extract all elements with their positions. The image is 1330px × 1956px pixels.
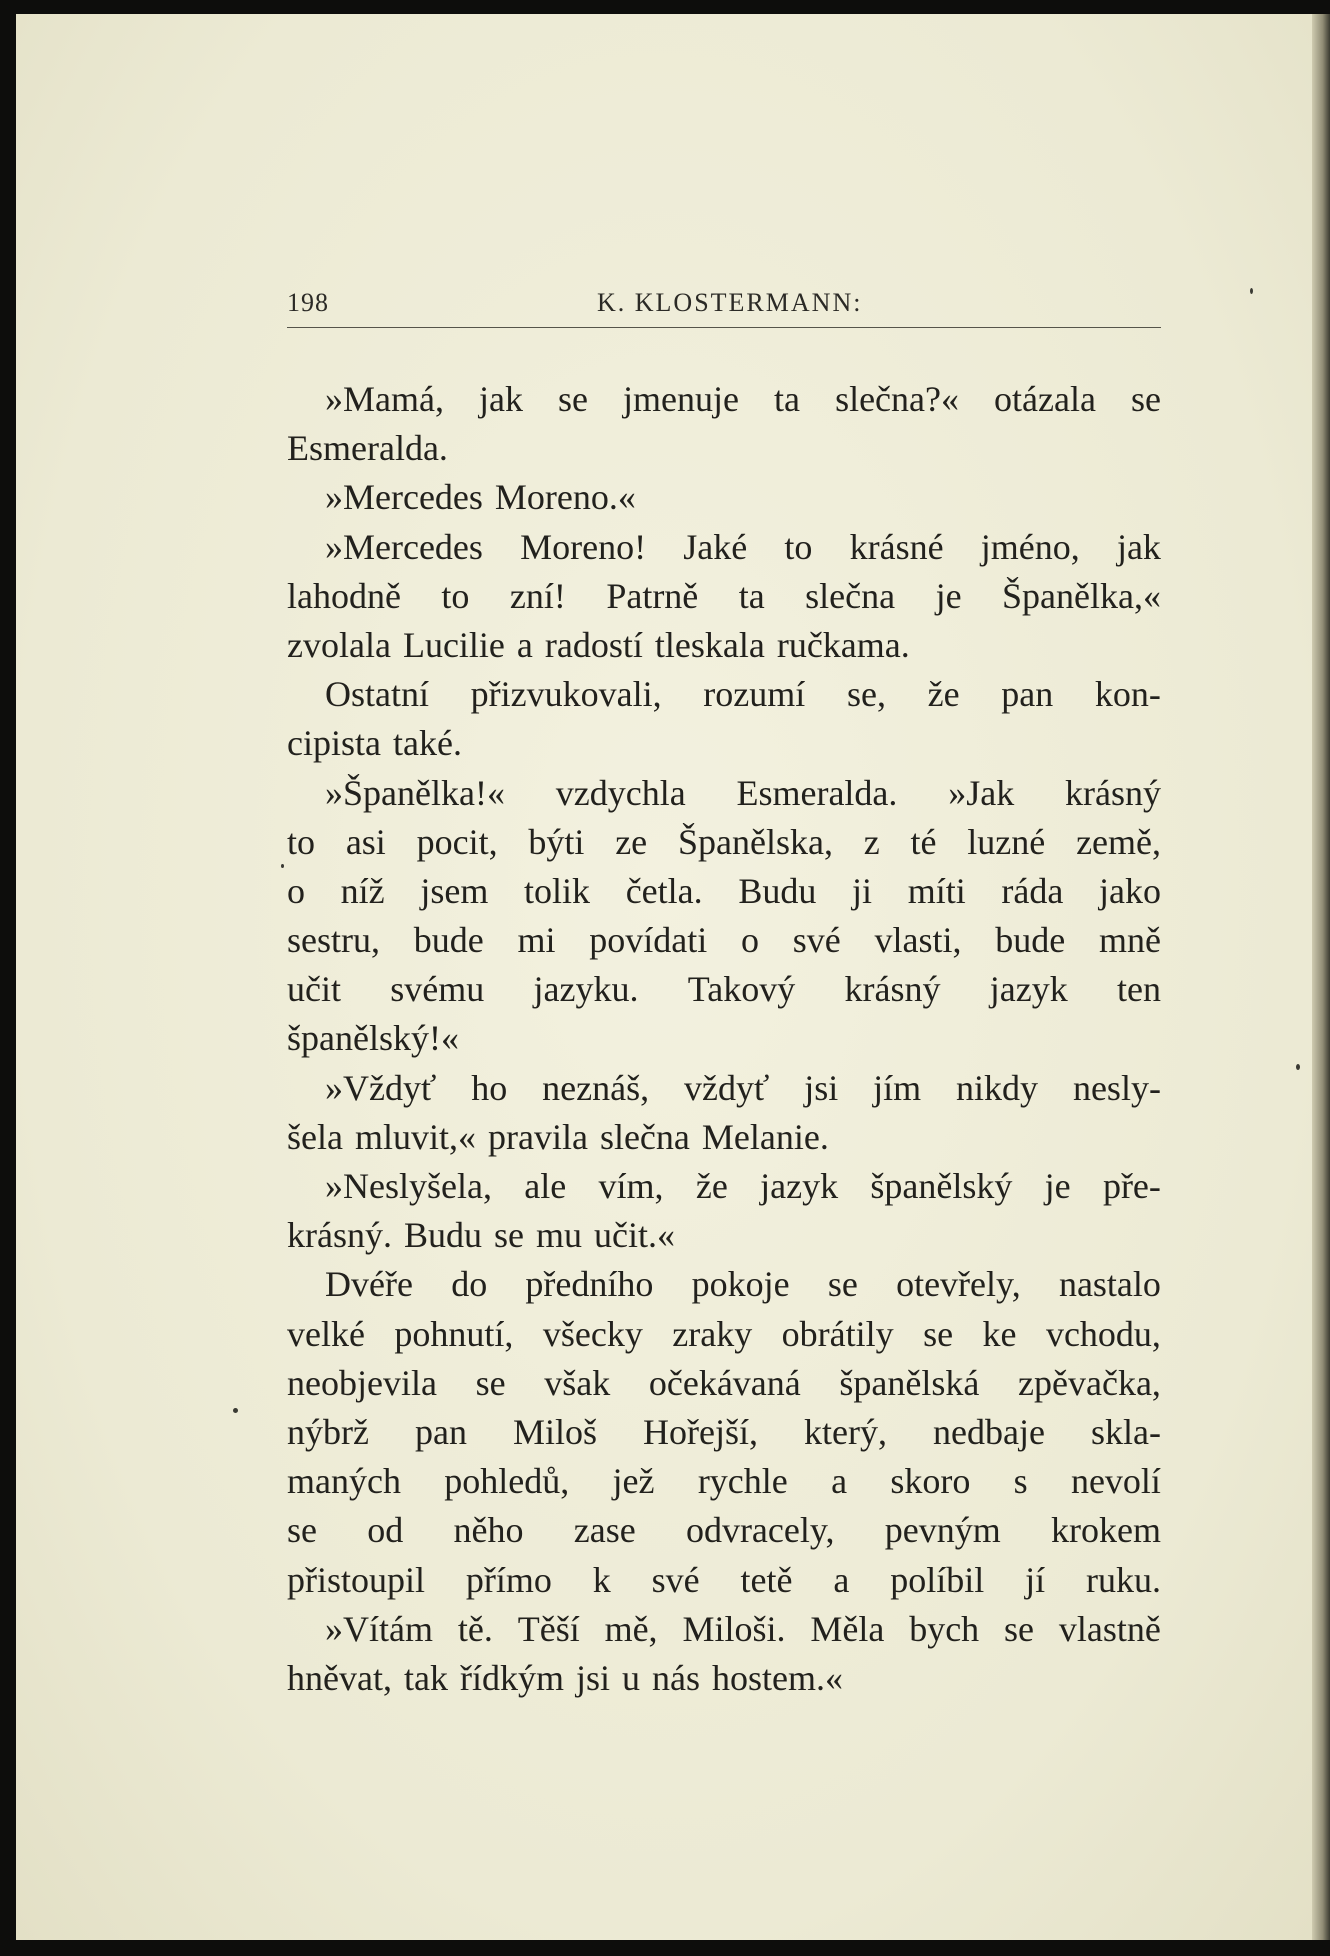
word: a xyxy=(516,624,533,665)
word: Budu xyxy=(738,870,817,911)
word: hněvat, xyxy=(287,1657,392,1698)
word: »Španělka!« xyxy=(325,772,505,813)
word: který, xyxy=(804,1411,887,1452)
word: učit.« xyxy=(594,1215,675,1256)
word: jak xyxy=(479,379,523,419)
word: jsi xyxy=(804,1067,839,1108)
word: Esmeralda. xyxy=(736,772,898,813)
word: otevřely, xyxy=(896,1264,1021,1305)
scan-speck xyxy=(1250,288,1253,294)
word: mluvit,« xyxy=(354,1116,476,1157)
word: jako xyxy=(1099,870,1161,911)
word: krásný. xyxy=(287,1215,392,1256)
word: neznáš, xyxy=(542,1067,650,1108)
page-header xyxy=(287,276,1161,326)
word: se xyxy=(558,379,589,419)
word: pocit, xyxy=(416,821,498,862)
text-line xyxy=(287,719,1161,768)
word: Melanie. xyxy=(701,1116,829,1157)
word: jí xyxy=(1025,1559,1046,1600)
word: jazyk xyxy=(760,1166,839,1206)
word: učit xyxy=(287,969,341,1010)
word: kon- xyxy=(1094,674,1161,715)
text-line xyxy=(287,916,1161,965)
word: tak xyxy=(403,1657,448,1698)
text-line xyxy=(287,1605,1161,1654)
text-line xyxy=(287,1162,1161,1211)
word: ho xyxy=(471,1067,508,1108)
word: Ostatní xyxy=(325,674,429,715)
word: rychle xyxy=(697,1461,788,1502)
word: pan xyxy=(414,1411,467,1452)
word: sestru, xyxy=(287,920,380,961)
word: políbil xyxy=(890,1559,985,1600)
word: »Jak xyxy=(948,772,1015,813)
word: Těší xyxy=(517,1608,580,1649)
word: »Mamá, xyxy=(325,379,444,419)
word: míti xyxy=(907,870,966,911)
word: otázala xyxy=(994,379,1096,419)
word: skla- xyxy=(1090,1411,1161,1452)
word: a xyxy=(831,1461,848,1502)
scan-speck xyxy=(281,864,284,868)
book-spine-edge xyxy=(1312,14,1330,1940)
text-line xyxy=(287,1310,1161,1359)
word: Takový xyxy=(687,969,796,1010)
word: že xyxy=(695,1166,728,1206)
word: vlastně xyxy=(1058,1608,1161,1649)
word: Hořejší, xyxy=(643,1411,759,1452)
word: a xyxy=(833,1559,850,1600)
word: ji xyxy=(852,870,873,911)
text-line xyxy=(287,375,1161,424)
word: obrátily xyxy=(781,1313,894,1354)
word: bude xyxy=(413,920,484,961)
text-line xyxy=(287,1654,1161,1703)
word: vzdychla xyxy=(555,772,686,813)
word: ta xyxy=(738,575,765,616)
word: »Vždyť xyxy=(325,1067,437,1108)
word: nikdy xyxy=(956,1067,1039,1108)
word: s xyxy=(1013,1461,1028,1502)
text-line xyxy=(287,1211,1161,1260)
word: ten xyxy=(1116,969,1161,1010)
word: vím, xyxy=(598,1166,664,1206)
word: jsem xyxy=(420,870,489,911)
text-line xyxy=(287,1014,1161,1063)
word: také. xyxy=(392,723,462,764)
word: nedbaje xyxy=(933,1411,1045,1452)
word: pohledů, xyxy=(444,1461,570,1502)
word: ke xyxy=(982,1313,1017,1354)
word: Dvéře xyxy=(325,1264,413,1305)
word: krásné xyxy=(849,526,944,567)
word: předního xyxy=(525,1264,654,1305)
word: »Neslyšela, xyxy=(325,1166,492,1206)
word: Patrně xyxy=(606,575,699,616)
word: očekávaná xyxy=(648,1362,801,1403)
word: mně xyxy=(1098,920,1161,961)
word: pokoje xyxy=(691,1264,790,1305)
word: tleskala xyxy=(654,624,765,665)
text-line xyxy=(287,523,1161,572)
word: řídkým xyxy=(459,1657,564,1698)
word: tetě xyxy=(740,1559,793,1600)
word: slečna?« xyxy=(835,379,959,419)
text-line xyxy=(287,572,1161,621)
word: se xyxy=(1004,1608,1035,1649)
word: pevným xyxy=(884,1510,1001,1551)
word: španělská xyxy=(839,1362,980,1403)
word: něho xyxy=(453,1510,524,1551)
word: všecky xyxy=(542,1313,643,1354)
word: ale xyxy=(524,1166,567,1206)
word: Španělska, xyxy=(677,821,833,862)
word: španělský xyxy=(870,1166,1013,1206)
text-line xyxy=(287,867,1161,916)
word: k xyxy=(592,1559,611,1600)
word: se xyxy=(827,1264,858,1305)
word: »Mercedes xyxy=(325,526,483,567)
word: »Vítám xyxy=(325,1608,433,1649)
word: se, xyxy=(846,674,886,715)
word: Měla xyxy=(810,1608,885,1649)
word: přímo xyxy=(465,1559,552,1600)
word: svému xyxy=(390,969,485,1010)
word: krásný xyxy=(844,969,941,1010)
word: šela xyxy=(287,1116,343,1157)
text-line xyxy=(287,621,1161,670)
word: Esmeralda. xyxy=(287,428,448,469)
word: níž xyxy=(340,870,385,911)
word: jež xyxy=(612,1461,655,1502)
word: španělský!« xyxy=(287,1018,459,1059)
word: to xyxy=(287,821,316,862)
word: vždyť xyxy=(683,1067,770,1108)
word: velké xyxy=(287,1313,365,1354)
word: lahodně xyxy=(287,575,401,616)
word: radostí xyxy=(544,624,643,665)
word: země, xyxy=(1076,821,1161,862)
text-line xyxy=(287,1113,1161,1162)
word: ručkama. xyxy=(776,624,910,665)
word: od xyxy=(367,1510,404,1551)
word: luzné xyxy=(967,821,1046,862)
text-line xyxy=(287,1457,1161,1506)
word: o xyxy=(287,870,305,911)
word: se xyxy=(475,1362,506,1403)
word: Miloši. xyxy=(682,1608,786,1649)
word: nás xyxy=(651,1657,700,1698)
word: Miloš xyxy=(512,1411,598,1452)
word: pohnutí, xyxy=(394,1313,514,1354)
word: neobjevila xyxy=(287,1362,437,1403)
header-rule xyxy=(287,327,1161,328)
word: skoro xyxy=(890,1461,971,1502)
word: se xyxy=(287,1510,317,1551)
word: jsi xyxy=(575,1657,610,1698)
word: se xyxy=(494,1215,524,1256)
word: maných xyxy=(287,1461,401,1502)
word: četla. xyxy=(625,870,703,911)
word: vchodu, xyxy=(1045,1313,1161,1354)
word: mu xyxy=(536,1215,583,1256)
word: je xyxy=(935,575,962,616)
text-line xyxy=(287,670,1161,719)
scan-speck xyxy=(233,1408,238,1413)
word: se xyxy=(1130,379,1161,419)
text-line xyxy=(287,769,1161,818)
word: je xyxy=(1044,1166,1071,1206)
word: zase xyxy=(573,1510,636,1551)
word: bych xyxy=(909,1608,980,1649)
text-line xyxy=(287,473,1161,522)
text-line xyxy=(287,1064,1161,1113)
word: o xyxy=(740,920,759,961)
word: ráda xyxy=(1001,870,1064,911)
word: nýbrž xyxy=(287,1411,369,1452)
word: pan xyxy=(1001,674,1054,715)
body-text xyxy=(287,375,1161,1703)
text-line xyxy=(287,1408,1161,1457)
word: Jaké xyxy=(683,526,748,567)
word: asi xyxy=(345,821,386,862)
word: jak xyxy=(1116,526,1161,567)
text-line xyxy=(287,424,1161,473)
text-line xyxy=(287,1359,1161,1408)
word: nesly- xyxy=(1072,1067,1161,1108)
word: přistoupil xyxy=(287,1559,426,1600)
word: Budu xyxy=(403,1215,482,1256)
word: do xyxy=(451,1264,488,1305)
word: vlasti, xyxy=(874,920,962,961)
word: ta xyxy=(774,379,801,419)
word: odvracely, xyxy=(685,1510,835,1551)
word: Moreno! xyxy=(520,526,647,567)
word: Španělka,« xyxy=(1002,575,1161,616)
word: jazyku. xyxy=(533,969,639,1010)
word: zraky xyxy=(672,1313,753,1354)
text-line xyxy=(287,1260,1161,1309)
word: krásný xyxy=(1065,772,1161,813)
word: Lucilie xyxy=(402,624,505,665)
word: nevolí xyxy=(1070,1461,1161,1502)
word: krokem xyxy=(1051,1510,1161,1551)
word: té xyxy=(910,821,937,862)
word: jméno, xyxy=(980,526,1080,567)
word: bude xyxy=(995,920,1066,961)
running-head: K. KLOSTERMANN: xyxy=(597,288,863,317)
text-line xyxy=(287,1506,1161,1555)
word: z xyxy=(863,821,880,862)
word: ruku. xyxy=(1086,1559,1161,1600)
word: hostem.« xyxy=(711,1657,843,1698)
word: »Mercedes xyxy=(325,477,483,518)
word: ze xyxy=(615,821,648,862)
word: pravila xyxy=(487,1116,588,1157)
word: zvolala xyxy=(287,624,391,665)
text-line xyxy=(287,1556,1161,1605)
word: to xyxy=(441,575,470,616)
word: zní! xyxy=(509,575,566,616)
word: rozumí xyxy=(703,674,806,715)
word: jím xyxy=(873,1067,922,1108)
word: jmenuje xyxy=(623,379,740,419)
word: mi xyxy=(517,920,556,961)
word: své xyxy=(651,1559,700,1600)
word: zpěvačka, xyxy=(1018,1362,1161,1403)
word: u xyxy=(621,1657,640,1698)
word: své xyxy=(792,920,841,961)
scan-speck xyxy=(1296,1064,1300,1070)
word: slečna xyxy=(805,575,896,616)
word: však xyxy=(544,1362,611,1403)
page-number: 198 xyxy=(287,288,329,317)
word: Moreno.« xyxy=(494,477,636,518)
word: mě, xyxy=(604,1608,658,1649)
word: býti xyxy=(528,821,585,862)
word: tolik xyxy=(524,870,591,911)
text-line xyxy=(287,818,1161,867)
word: cipista xyxy=(287,723,381,764)
word: to xyxy=(784,526,813,567)
word: povídati xyxy=(589,920,708,961)
word: že xyxy=(927,674,960,715)
word: nastalo xyxy=(1058,1264,1161,1305)
word: přizvukovali, xyxy=(470,674,662,715)
word: slečna xyxy=(599,1116,690,1157)
word: tě. xyxy=(457,1608,493,1649)
word: se xyxy=(923,1313,954,1354)
word: jazyk xyxy=(989,969,1068,1010)
text-line xyxy=(287,965,1161,1014)
word: pře- xyxy=(1102,1166,1161,1206)
